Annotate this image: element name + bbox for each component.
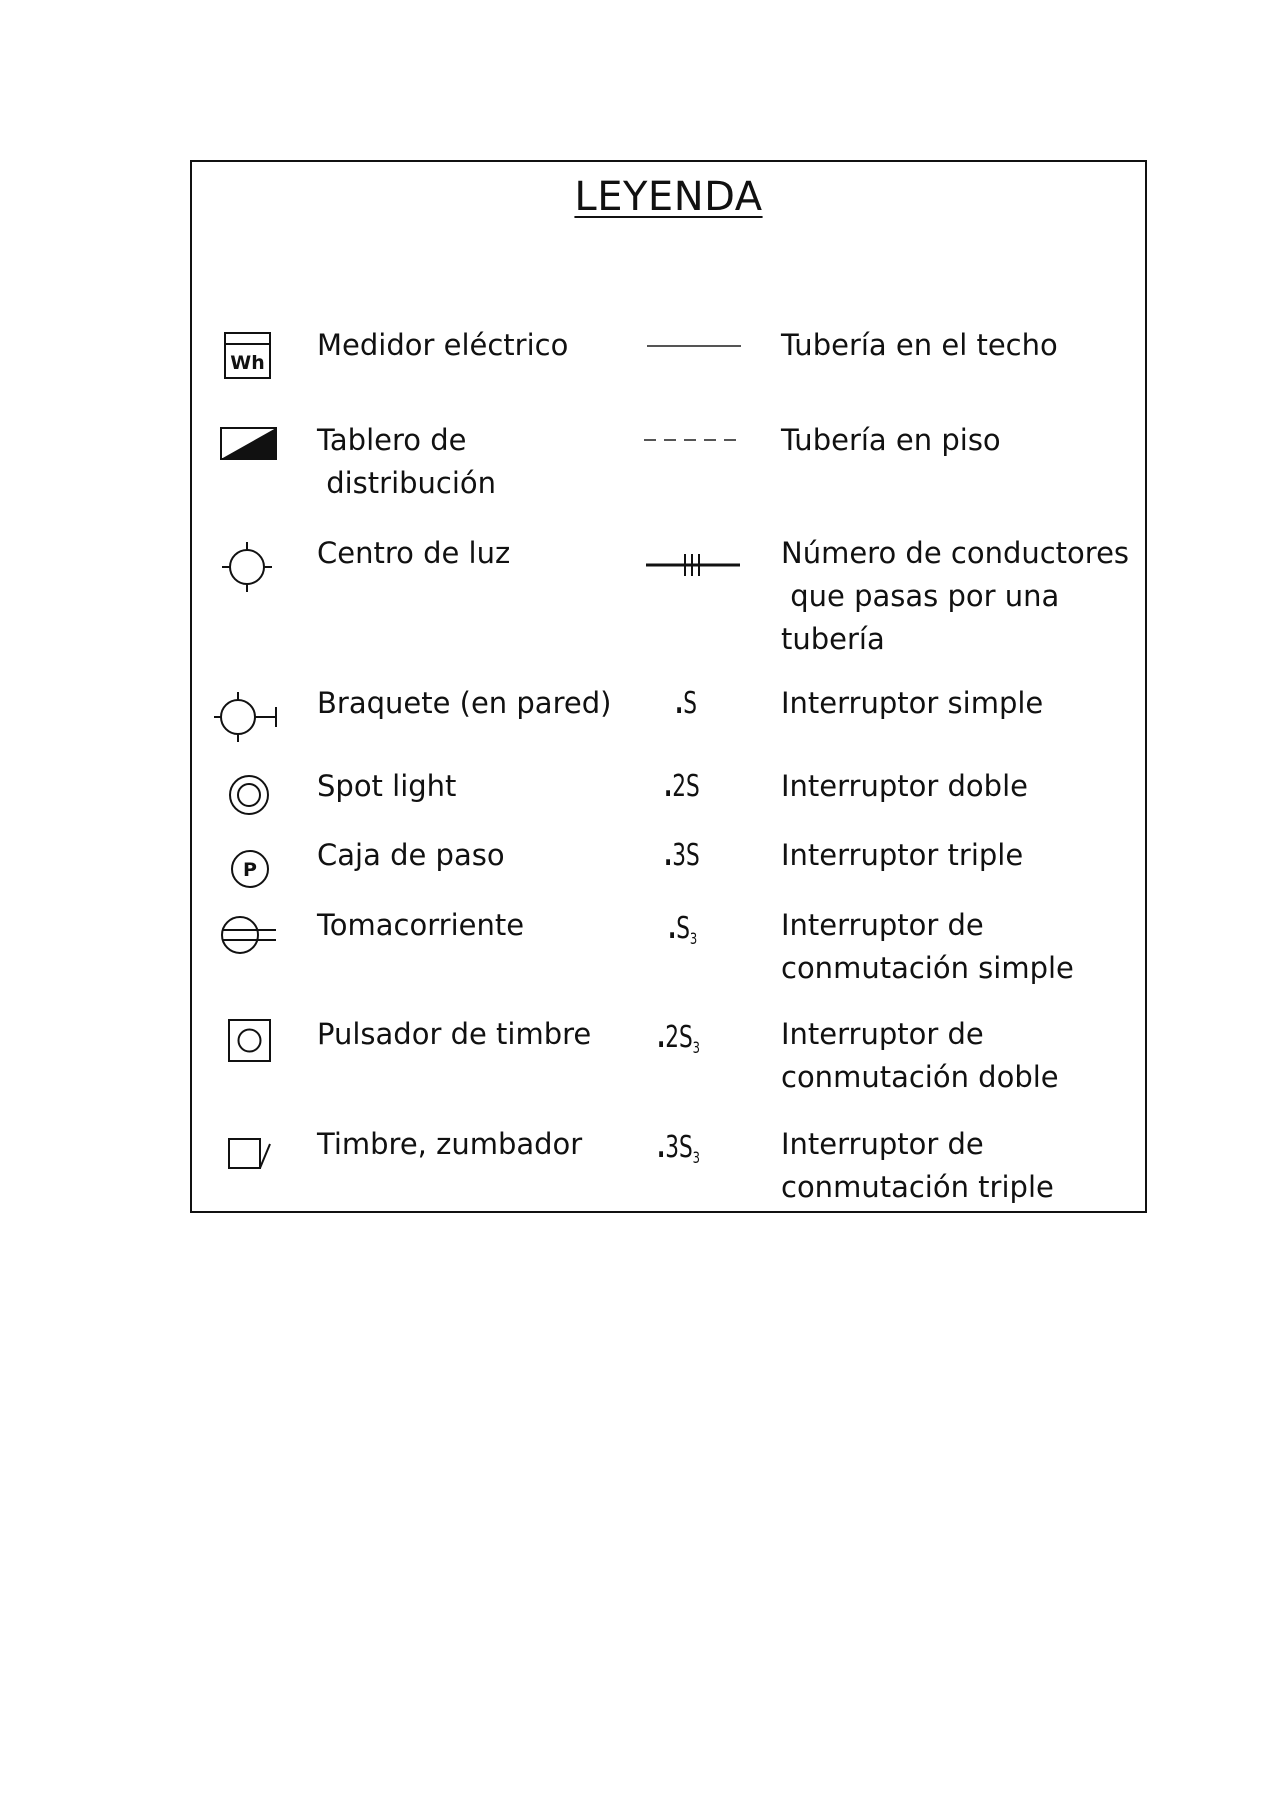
double-switch-symbol: .2S bbox=[664, 769, 700, 804]
label-pulsador-timbre: Pulsador de timbre bbox=[317, 1017, 592, 1051]
conductor-count-line-icon bbox=[646, 552, 742, 578]
double-3way-switch-symbol: $.2S_3$ bbox=[657, 1020, 701, 1057]
legend-title: LEYENDA bbox=[574, 174, 763, 220]
label-tuberia-techo: Tubería en el techo bbox=[781, 328, 1058, 362]
floor-pipe-dashed-line-icon bbox=[644, 436, 742, 444]
label-braquete: Braquete (en pared) bbox=[317, 686, 612, 720]
junction-abbrev: P bbox=[243, 859, 257, 881]
electric-meter-icon bbox=[224, 332, 272, 380]
label-timbre-zumbador: Timbre, zumbador bbox=[317, 1127, 583, 1161]
label-conmutacion-triple: Interruptor de conmutación triple bbox=[781, 1127, 1054, 1204]
label-tomacorriente: Tomacorriente bbox=[317, 908, 525, 942]
buzzer-icon bbox=[228, 1137, 274, 1171]
junction-box-icon bbox=[230, 849, 270, 889]
label-numero-conductores: Número de conductores que pasas por una tubería bbox=[781, 536, 1130, 656]
outlet-icon bbox=[220, 915, 278, 955]
distribution-board-icon bbox=[220, 427, 278, 461]
ceiling-pipe-line-icon bbox=[647, 342, 743, 350]
label-tuberia-piso: Tubería en piso bbox=[781, 423, 1001, 457]
label-conmutacion-doble: Interruptor de conmutación doble bbox=[781, 1017, 1059, 1094]
label-centro-luz: Centro de luz bbox=[317, 536, 511, 570]
label-interruptor-triple: Interruptor triple bbox=[781, 838, 1024, 872]
single-3way-switch-symbol: $.S_3$ bbox=[668, 911, 698, 948]
legend-box bbox=[190, 160, 1147, 1213]
label-medidor: Medidor eléctrico bbox=[317, 328, 569, 362]
label-caja-paso: Caja de paso bbox=[317, 838, 505, 872]
label-tablero: Tablero de distribución bbox=[317, 423, 497, 500]
triple-3way-switch-symbol: $.3S_3$ bbox=[657, 1130, 701, 1167]
spot-light-icon bbox=[228, 774, 270, 816]
triple-switch-symbol: .3S bbox=[664, 838, 700, 873]
ceiling-light-icon bbox=[220, 540, 274, 594]
label-conmutacion-simple: Interruptor de conmutación simple bbox=[781, 908, 1074, 985]
label-interruptor-simple: Interruptor simple bbox=[781, 686, 1044, 720]
label-interruptor-doble: Interruptor doble bbox=[781, 769, 1028, 803]
single-switch-symbol: .S bbox=[675, 686, 697, 721]
label-spot-light: Spot light bbox=[317, 769, 457, 803]
meter-abbrev: Wh bbox=[230, 352, 265, 374]
wall-bracket-light-icon bbox=[214, 690, 280, 744]
doorbell-button-icon bbox=[228, 1019, 272, 1063]
